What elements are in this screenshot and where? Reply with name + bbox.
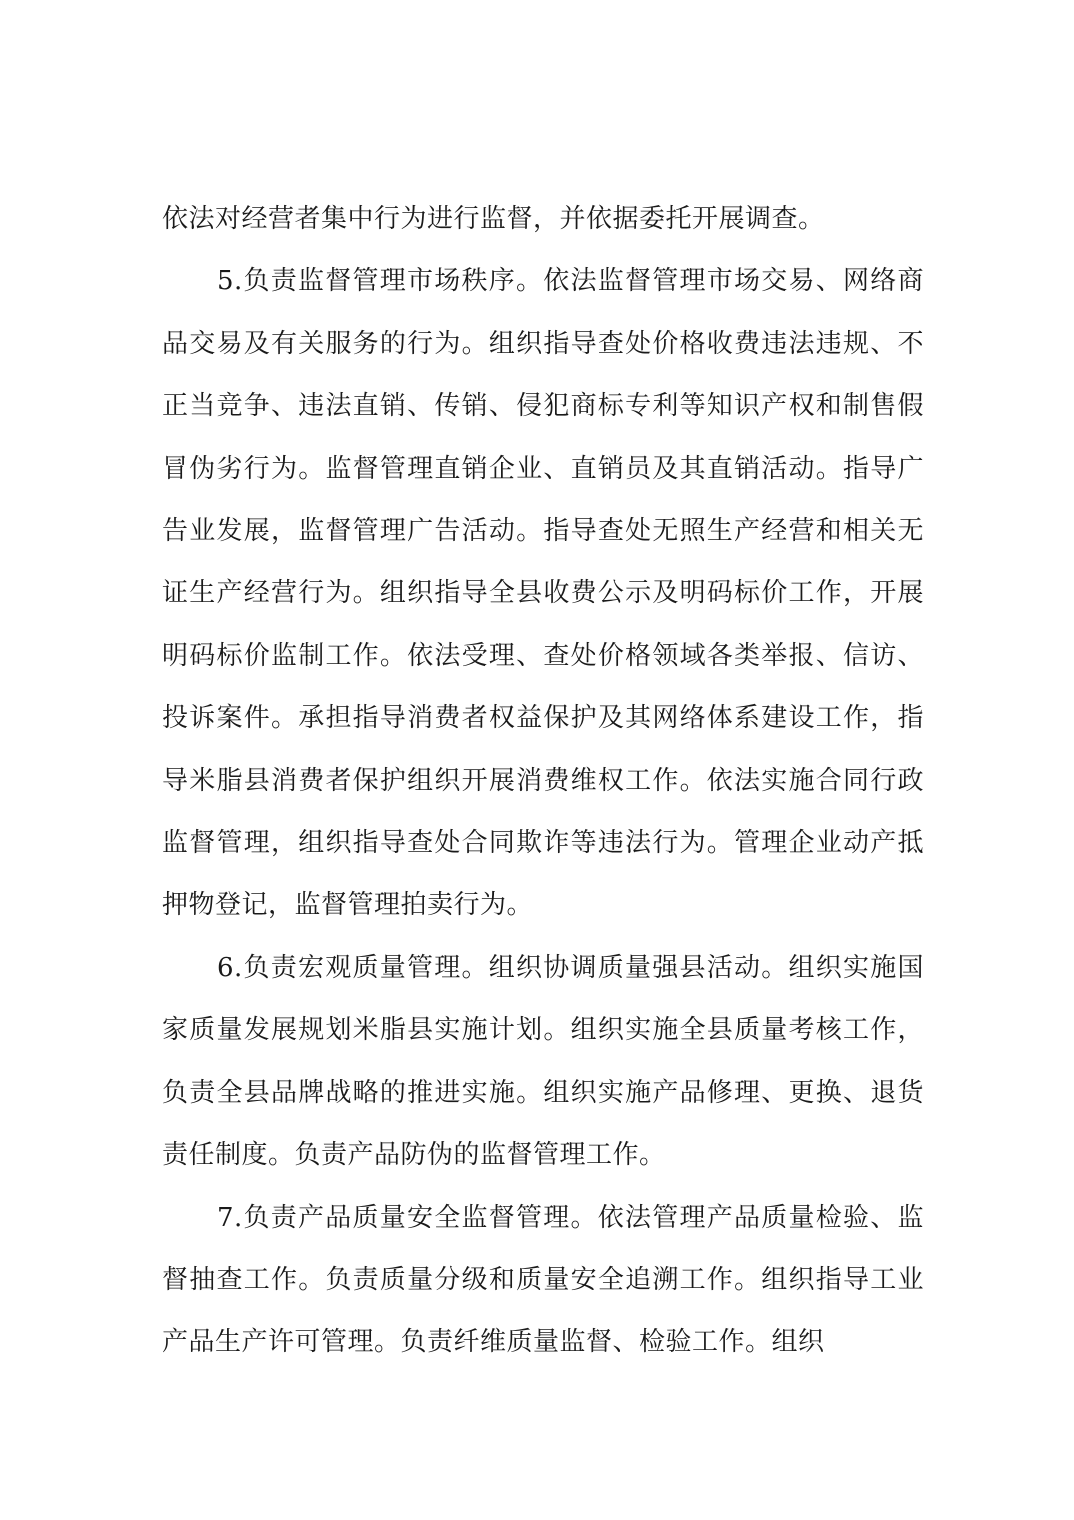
paragraph-continuation: 依法对经营者集中行为进行监督，并依据委托开展调查。 <box>162 204 825 234</box>
paragraph-item-7-product-quality: 7.负责产品质量安全监督管理。依法管理产品质量检验、监督抽查工作。负责质量分级和质量安全追溯工作。组织指导工业产品生产许可管理。负责纤维质量监督、检验工作。组织 <box>162 1202 924 1358</box>
document-body <box>162 188 924 1374</box>
paragraph-item-5-market-order: 5.负责监督管理市场秩序。依法监督管理市场交易、网络商品交易及有关服务的行为。组织指导查处价格收费违法违规、不正当竞争、违法直销、传销、侵犯商标专利等知识产权和制售假冒伪劣行为。监督管理直销企业、直销员及其直销活动。指导广告业发展，监督管理广告活动。指导查处无照生产经营和相关无证生产经营行为。组织指导全县收费公示及明码标价工作，开展明码标价监制工作。依法受理、查处价格领域各类举报、信访、投诉案件。承担指导消费者权益保护及其网络体系建设工作，指导米脂县消费者保护组织开展消费维权工作。依法实施合同行政监督管理，组织指导查处合同欺诈等违法行为。管理企业动产抵押物登记，监督管理拍卖行为。 <box>162 266 924 921</box>
paragraph-item-6-macro-quality: 6.负责宏观质量管理。组织协调质量强县活动。组织实施国家质量发展规划米脂县实施计划。组织实施全县质量考核工作，负责全县品牌战略的推进实施。组织实施产品修理、更换、退货责任制度。负责产品防伪的监督管理工作。 <box>162 952 924 1171</box>
